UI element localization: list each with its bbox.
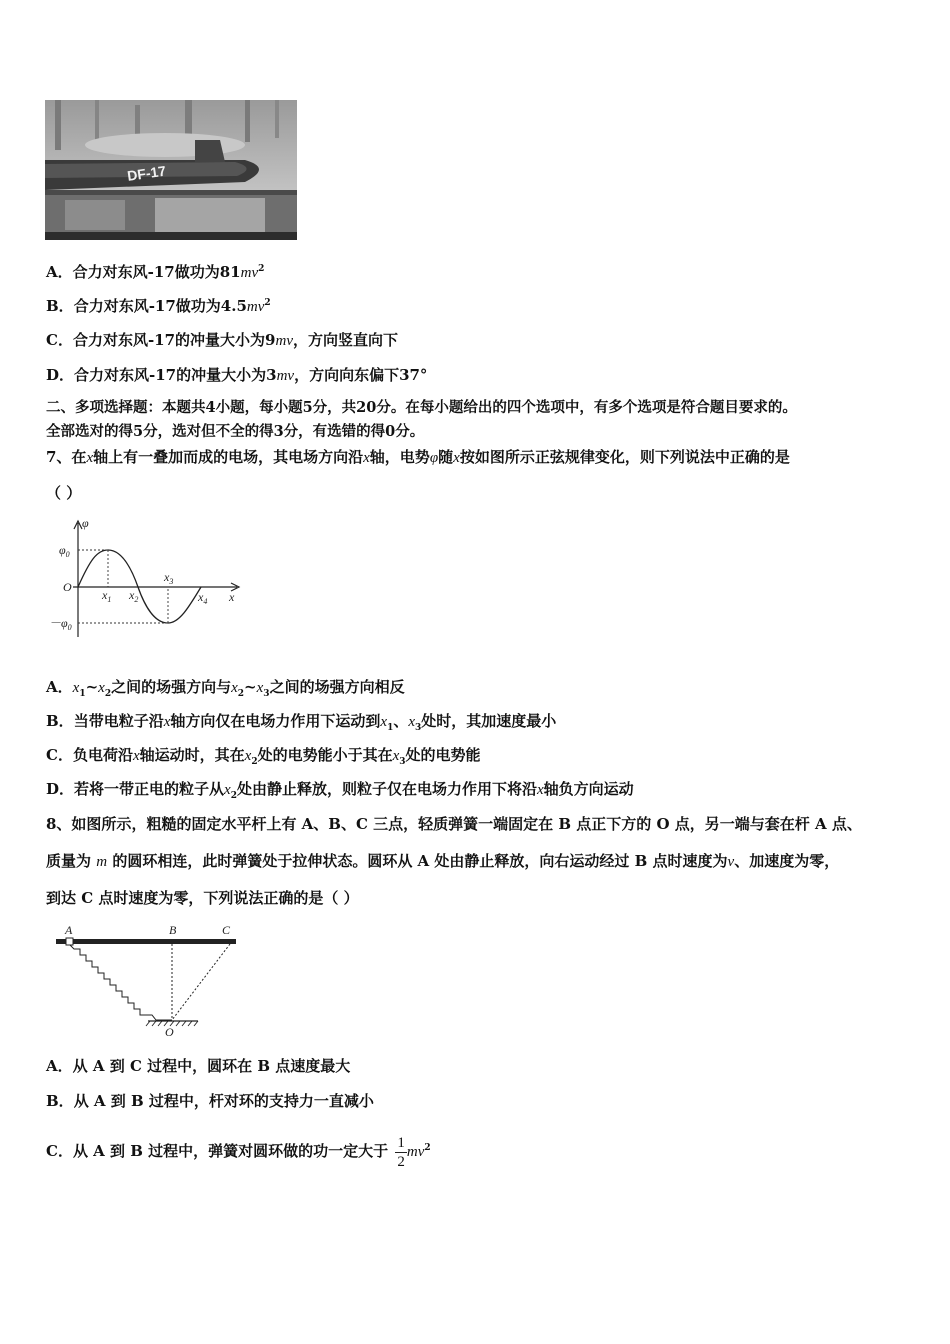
fig-point-o: O (165, 1025, 174, 1039)
q8-spring-figure (52, 920, 242, 1040)
q7-option-a: A．$x_1\sim x_2$之间的场强方向与$x_2\sim x_3$之间的场强方向相反 (46, 678, 405, 699)
section2-line1: 二、多项选择题：本题共4小题，每小题5分，共20分。在每小题给出的四个选项中，有多个选项是符合题目要求的。 (46, 399, 797, 416)
q8-option-b: B．从 A 到 B 过程中，杆对环的支持力一直减小 (46, 1092, 374, 1110)
graph-neg-phi0: $-\varphi_0$ (49, 616, 72, 632)
q7-option-d: D．若将一带正电的粒子从$x_2$处由静止释放，则粒子仅在电场力作用下将沿x轴负方向运动 (46, 780, 634, 801)
graph-x1: $x_1$ (102, 588, 112, 604)
df17-photo (45, 100, 297, 240)
fraction-half: $\frac{1}{2}$ (397, 1134, 405, 1170)
q8-stem-line3: 到达 C 点时速度为零，下列说法正确的是（ ） (46, 889, 359, 907)
q6-option-a: A．合力对东风-17做功为$81mv^2$ (46, 263, 265, 281)
q7-answer-paren: （ ） (46, 484, 82, 502)
q8-option-c: C．从 A 到 B 过程中，弹簧对圆环做的功一定大于 $\frac{1}{2}$ $mv^2$ (46, 1134, 431, 1170)
df17-label: DF-17 (126, 162, 167, 184)
fig-point-c: C (222, 923, 231, 937)
graph-x3: $x_3$ (164, 570, 174, 586)
graph-y-label: φ (82, 516, 89, 530)
q8-stem-line1: 8、如图所示，粗糙的固定水平杆上有 A、B、C 三点，轻质弹簧一端固定在 B 点正下方的 O 点，另一端与套在杆 A 点、 (46, 815, 862, 833)
graph-x-label: x (229, 590, 235, 604)
q7-option-c: C．负电荷沿x轴运动时，其在$x_2$处的电势能小于其在$x_3$处的电势能 (46, 746, 481, 767)
graph-phi0: $\varphi_0$ (59, 543, 70, 559)
q6-option-d: D．合力对东风-17的冲量大小为3mv，方向向东偏下37° (46, 366, 428, 384)
q6-option-c: C．合力对东风-17的冲量大小为9mv，方向竖直向下 (46, 331, 399, 349)
q7-stem: 7、在x轴上有一叠加而成的电场，其电场方向沿x轴，电势φ随x按如图所示正弦规律变化，则下列说法中正确的是 (46, 448, 790, 466)
fig-point-b: B (169, 923, 177, 937)
q8-option-a: A．从 A 到 C 过程中，圆环在 B 点速度最大 (46, 1057, 351, 1075)
graph-x2: $x_2$ (129, 588, 139, 604)
fig-point-a: A (65, 923, 73, 937)
q7-potential-graph (45, 515, 250, 640)
q6-option-b: B．合力对东风-17做功为$4.5mv^2$ (46, 297, 271, 315)
graph-x4: $x_4$ (198, 590, 208, 606)
q8-stem-line2: 质量为 m 的圆环相连，此时弹簧处于拉伸状态。圆环从 A 处由静止释放，向右运动经过 B 点时速度为v、加速度为零， (46, 852, 840, 870)
section2-line2: 全部选对的得5分，选对但不全的得3分，有选错的得0分。 (46, 423, 425, 440)
graph-origin: O (63, 580, 72, 594)
q7-option-b: B．当带电粒子沿x轴方向仅在电场力作用下运动到$x_1$、$x_3$处时，其加速度最小 (46, 712, 557, 733)
